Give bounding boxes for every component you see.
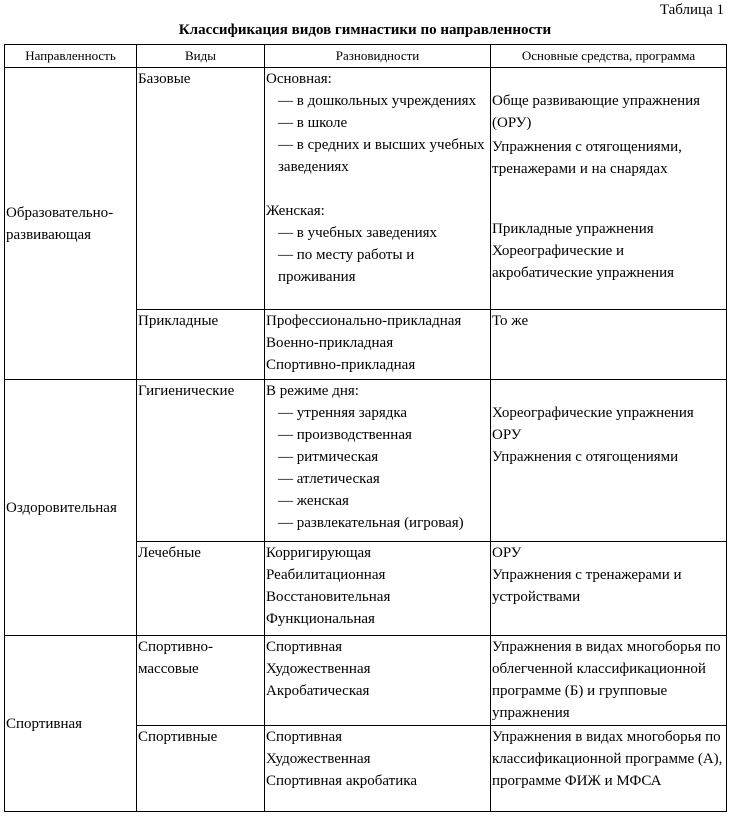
table-caption: Классификация видов гимнастики по направленности xyxy=(178,22,552,38)
variety-item: — в средних и высших учебных заведениях xyxy=(278,137,485,175)
means-item: Упражнения в видах многоборья по классификационной программе (А), программе ФИЖ и МФСА xyxy=(492,729,723,789)
variety-item: — производственная xyxy=(278,427,412,443)
variety-item: Профессионально-прикладная xyxy=(266,313,462,329)
means-item: Прикладные упражнения xyxy=(492,221,654,237)
variety-item: — утренняя зарядка xyxy=(278,405,408,421)
header-cell: Виды xyxy=(137,45,265,68)
means-cell xyxy=(491,68,727,310)
variety-cell xyxy=(265,542,491,636)
variety-cell xyxy=(265,310,491,380)
means-item: Упражнения с отягощениями, тренажерами и на снарядах xyxy=(492,139,682,177)
variety-title: Основная: xyxy=(266,71,332,87)
variety-cell xyxy=(265,726,491,812)
means-item: Хореографические упражнения xyxy=(492,405,694,421)
variety-item: Восстановительная xyxy=(266,589,391,605)
means-item: Хореографические и акробатические упражнения xyxy=(492,243,675,281)
variety-cell xyxy=(265,68,491,310)
variety-cell xyxy=(265,636,491,726)
variety-item: Художественная xyxy=(266,751,371,767)
means-cell xyxy=(491,310,727,380)
kind-cell: Лечебные xyxy=(137,542,265,636)
header-cell: Направленность xyxy=(5,45,137,68)
means-item: Обще развивающие упражнения (ОРУ) xyxy=(492,93,701,131)
means-cell xyxy=(491,542,727,636)
classification-table xyxy=(4,44,727,812)
variety-item: — по месту работы и проживания xyxy=(278,247,415,285)
table-row xyxy=(5,380,727,542)
variety-item: Художественная xyxy=(266,661,371,677)
direction-cell: Спортивная xyxy=(5,636,137,812)
variety-item: Акробатическая xyxy=(266,683,370,699)
header-cell: Разновидности xyxy=(265,45,491,68)
variety-item: — женская xyxy=(278,493,349,509)
variety-item: — в учебных заведениях xyxy=(278,225,438,241)
table-row xyxy=(5,636,727,726)
table-number: Таблица 1 xyxy=(659,2,724,18)
means-item: То же xyxy=(492,313,529,329)
means-cell xyxy=(491,726,727,812)
kind-cell: Базовые xyxy=(137,68,265,310)
variety-item: — в школе xyxy=(278,115,348,131)
header-cell: Основные средства, программа xyxy=(491,45,727,68)
variety-title: В режиме дня: xyxy=(266,383,359,399)
means-item: Упражнения с отягощениями xyxy=(492,449,679,465)
kind-cell: Гигиенические xyxy=(137,380,265,542)
variety-item: Спортивно-прикладная xyxy=(266,357,416,373)
means-item: ОРУ xyxy=(492,427,522,443)
table-row xyxy=(5,68,727,310)
means-cell xyxy=(491,636,727,726)
direction-cell: Образовательно-развивающая xyxy=(5,68,137,380)
variety-item: — ритмическая xyxy=(278,449,379,465)
means-item: ОРУ xyxy=(492,545,522,561)
variety-item: Спортивная акробатика xyxy=(266,773,417,789)
variety-item: Спортивная xyxy=(266,729,343,745)
variety-title: Женская: xyxy=(266,203,325,219)
variety-item: Корригирующая xyxy=(266,545,372,561)
kind-cell: Прикладные xyxy=(137,310,265,380)
variety-item: Функциональная xyxy=(266,611,375,627)
means-cell xyxy=(491,380,727,542)
variety-item: Реабилитационная xyxy=(266,567,386,583)
variety-item: — развлекательная (игровая) xyxy=(278,515,464,531)
variety-item: Спортивная xyxy=(266,639,343,655)
means-item: Упражнения с тренажерами и устройствами xyxy=(492,567,682,605)
header-row xyxy=(5,45,727,68)
kind-cell: Спортивные xyxy=(137,726,265,812)
variety-cell xyxy=(265,380,491,542)
variety-item: — в дошкольных учреждениях xyxy=(278,93,477,109)
kind-cell: Спортивно-массовые xyxy=(137,636,265,726)
means-item: Упражнения в видах многоборья по облегченной классификационной программе (Б) и групповые упражнения xyxy=(492,639,721,721)
variety-item: Военно-прикладная xyxy=(266,335,394,351)
variety-item: — атлетическая xyxy=(278,471,380,487)
direction-cell: Оздоровительная xyxy=(5,380,137,636)
